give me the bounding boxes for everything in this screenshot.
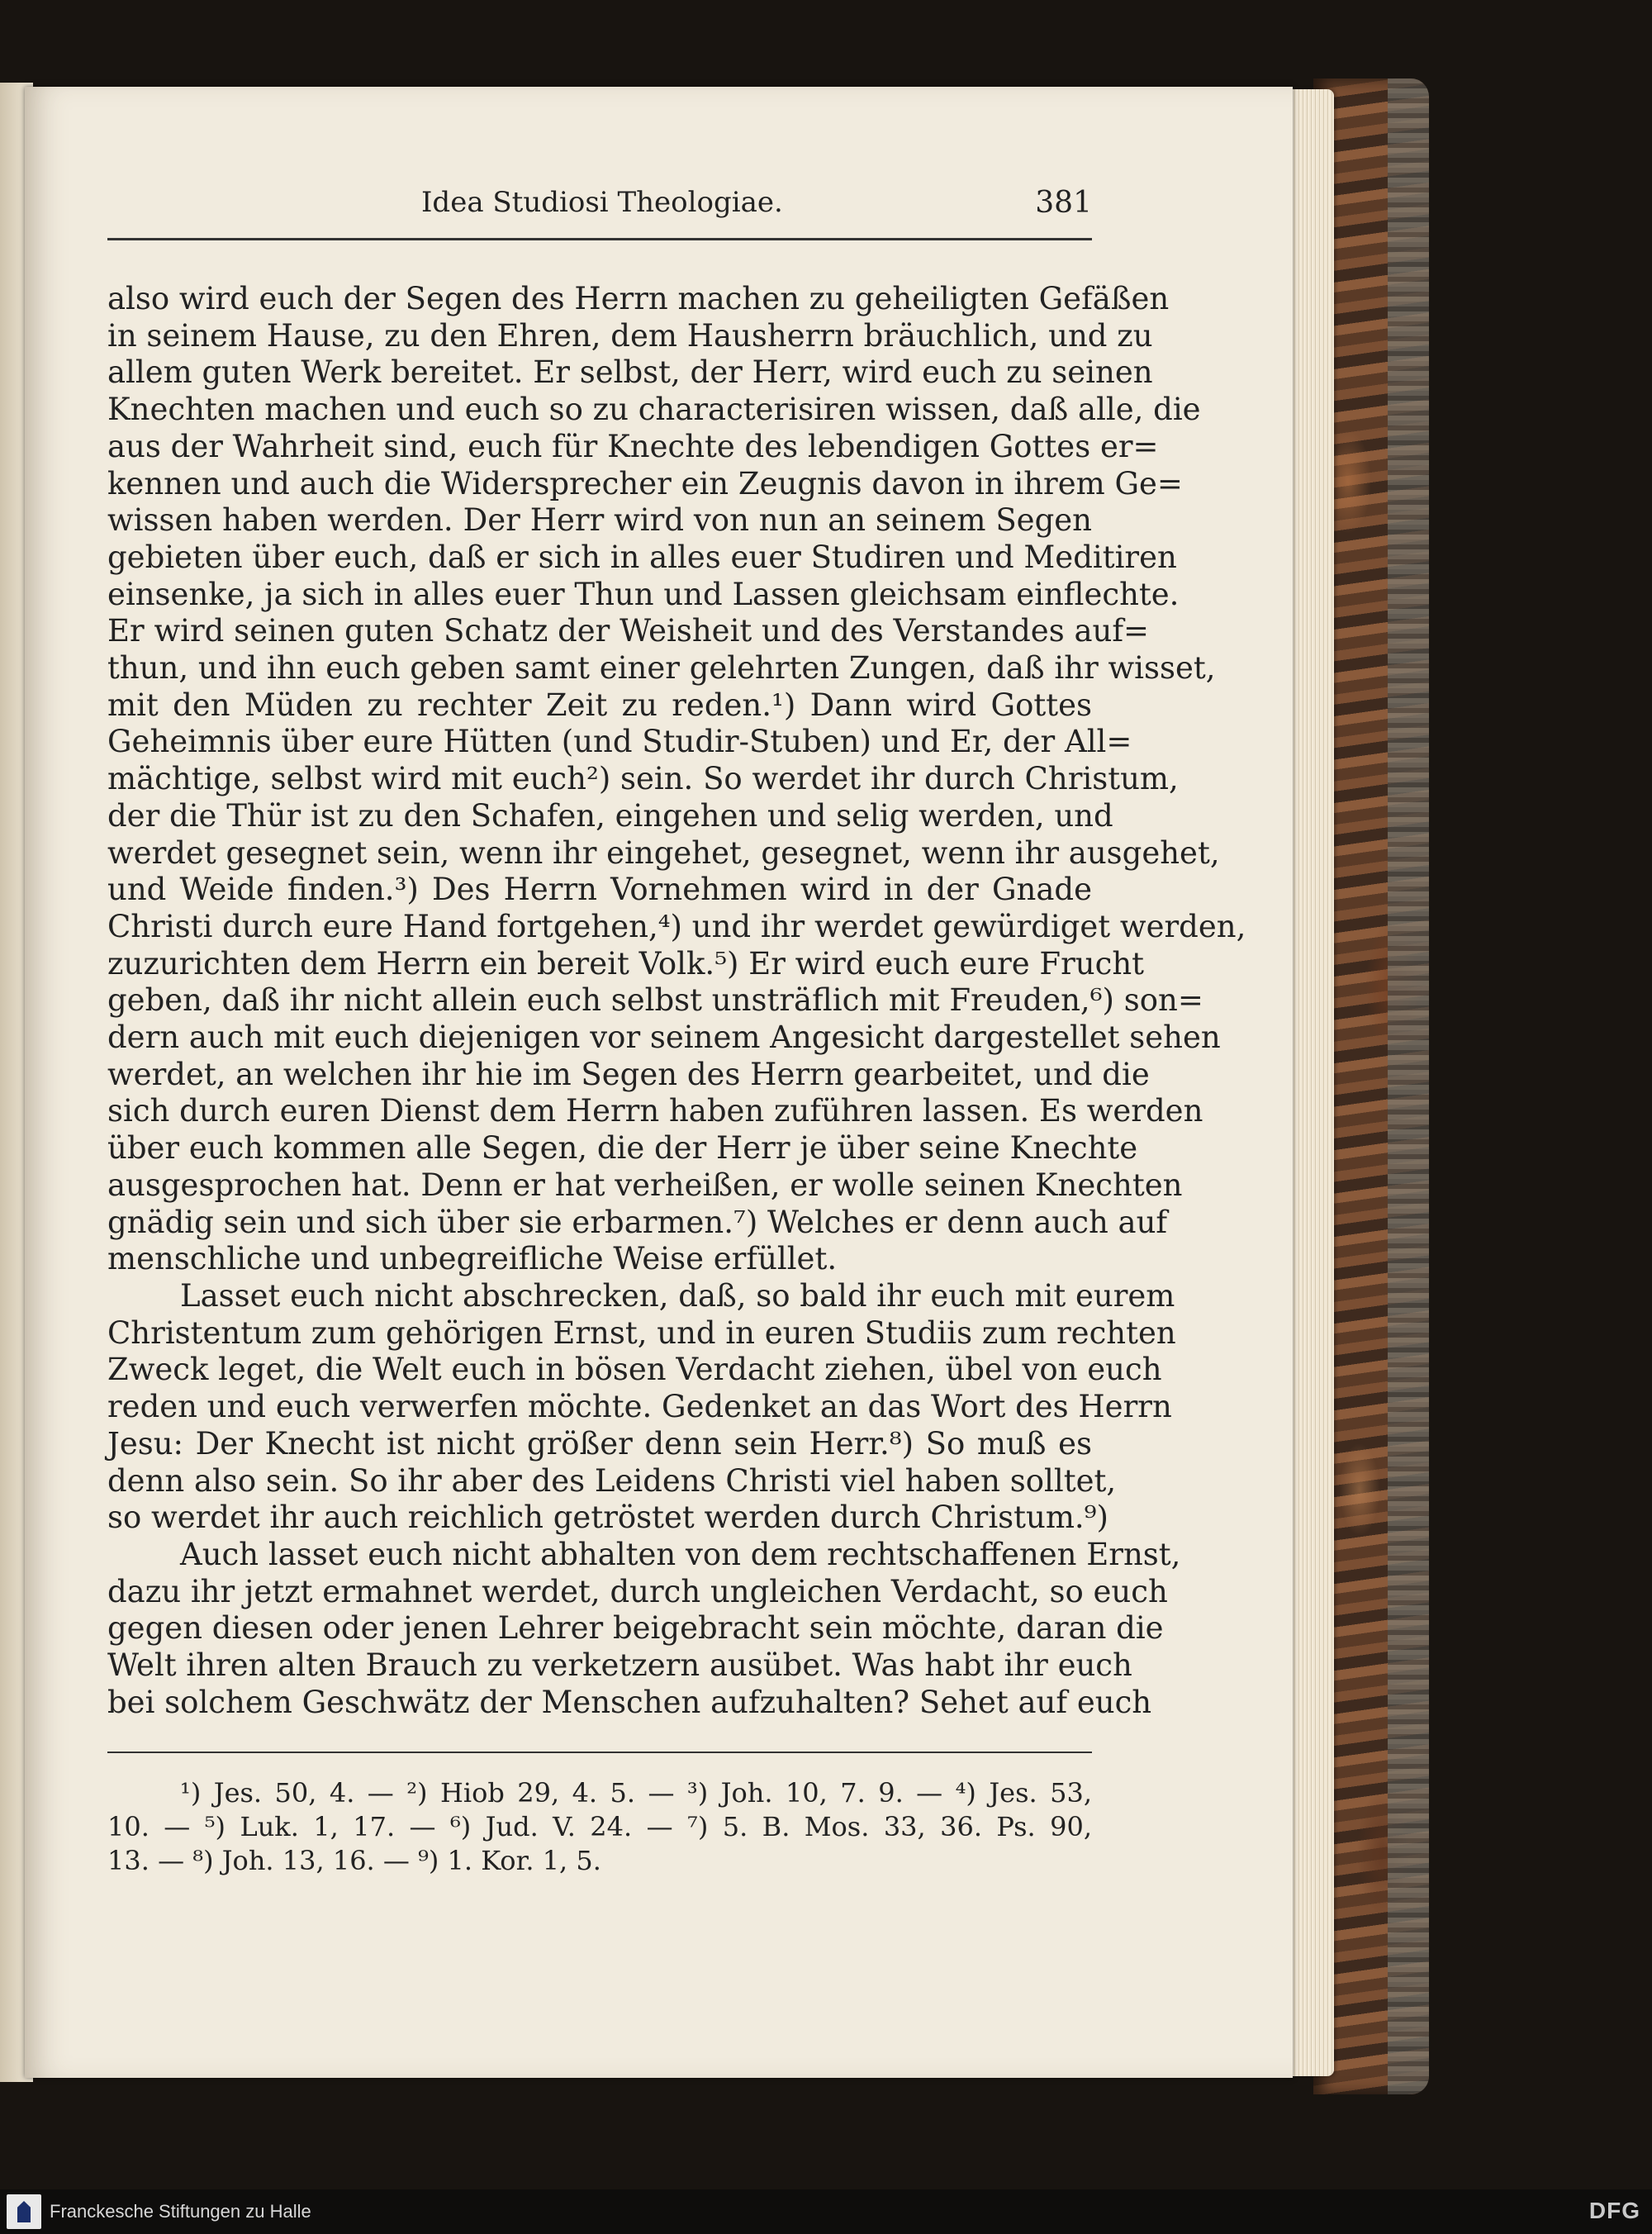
- text-line: sich durch euren Dienst dem Herrn haben zuführen lassen. Es werden: [107, 1093, 1203, 1129]
- text-line: thun, und ihn euch geben samt einer gelehrten Zungen, daß ihr wisset,: [107, 650, 1216, 687]
- text-line: dazu ihr jetzt ermahnet werdet, durch ungleichen Verdacht, so euch: [107, 1573, 1168, 1609]
- running-title: Idea Studiosi Theologiae.: [421, 186, 783, 219]
- paragraph: [107, 1277, 1176, 1537]
- running-header: [107, 186, 1092, 222]
- text-line: gebieten über euch, daß er sich in alles euer Studiren und Meditiren: [107, 539, 1177, 575]
- text-line: denn also sein. So ihr aber des Leidens Christi viel haben solltet,: [107, 1462, 1117, 1499]
- body-text: [107, 281, 1246, 1721]
- header-rule: [107, 238, 1092, 240]
- footnote-line: ¹) Jes. 50, 4. — ²) Hiob 29, 4. 5. — ³) Joh. 10, 7. 9. — ⁴) Jes. 53,: [180, 1777, 1092, 1809]
- text-line: Auch lasset euch nicht abhalten von dem rechtschaffenen Ernst,: [180, 1536, 1181, 1572]
- text-line: aus der Wahrheit sind, euch für Knechte des lebendigen Gottes er=: [107, 428, 1159, 464]
- text-line: Welt ihren alten Brauch zu verketzern ausübet. Was habt ihr euch: [107, 1647, 1132, 1684]
- text-line: Knechten machen und euch so zu characterisiren wissen, daß alle, die: [107, 392, 1201, 428]
- text-line: Christi durch eure Hand fortgehen,⁴) und ihr werdet gewürdiget werden,: [107, 908, 1246, 944]
- text-line: bei solchem Geschwätz der Menschen aufzuhalten? Sehet auf euch: [107, 1684, 1152, 1720]
- text-line: menschliche und unbegreifliche Weise erfüllet.: [107, 1241, 838, 1277]
- text-line: kennen und auch die Widersprecher ein Zeugnis davon in ihrem Ge=: [107, 465, 1183, 501]
- text-line: ausgesprochen hat. Denn er hat verheißen, er wolle seinen Knechten: [107, 1167, 1183, 1203]
- text-line: mächtige, selbst wird mit euch²) sein. So werdet ihr durch Christum,: [107, 761, 1179, 797]
- text-line: allem guten Werk bereitet. Er selbst, der Herr, wird euch zu seinen: [107, 354, 1153, 391]
- cover-spine-edge: [1388, 78, 1429, 2094]
- page-number: 381: [1035, 186, 1092, 220]
- footnotes: [107, 1776, 1092, 1878]
- text-line: werdet gesegnet sein, wenn ihr eingehet, gesegnet, wenn ihr ausgehet,: [107, 834, 1220, 871]
- paragraph: [107, 281, 1246, 1278]
- text-line: geben, daß ihr nicht allein euch selbst unsträflich mit Freuden,⁶) son=: [107, 982, 1203, 1019]
- text-line: Geheimnis über eure Hütten (und Studir-Stuben) und Er, der All=: [107, 724, 1132, 760]
- text-line: Er wird seinen guten Schatz der Weisheit und des Verstandes auf=: [107, 613, 1150, 649]
- text-line: mit den Müden zu rechter Zeit zu reden.¹) Dann wird Gottes: [107, 687, 1092, 723]
- footnote-rule: [107, 1752, 1092, 1753]
- text-line: wissen haben werden. Der Herr wird von nun an seinem Segen: [107, 502, 1092, 539]
- owner-label: Franckesche Stiftungen zu Halle: [50, 2201, 311, 2222]
- text-line: so werdet ihr auch reichlich getröstet werden durch Christum.⁹): [107, 1500, 1108, 1536]
- text-line: Zweck leget, die Welt euch in bösen Verdacht ziehen, übel von euch: [107, 1352, 1162, 1388]
- footnote-line: 13. — ⁸) Joh. 13, 16. — ⁹) 1. Kor. 1, 5.: [107, 1845, 601, 1876]
- text-line: werdet, an welchen ihr hie im Segen des Herrn gearbeitet, und die: [107, 1056, 1150, 1092]
- footnote-line: 10. — ⁵) Luk. 1, 17. — ⁶) Jud. V. 24. — ⁷) 5. B. Mos. 33, 36. Ps. 90,: [107, 1811, 1092, 1842]
- text-line: einsenke, ja sich in alles euer Thun und Lassen gleichsam einflechte.: [107, 576, 1180, 612]
- text-line: also wird euch der Segen des Herrn machen zu geheiligten Gefäßen: [107, 281, 1170, 316]
- paragraph: [107, 1536, 1181, 1722]
- text-line: gegen diesen oder jenen Lehrer beigebracht sein möchte, daran die: [107, 1610, 1164, 1647]
- text-line: Christentum zum gehörigen Ernst, und in euren Studiis zum rechten: [107, 1314, 1176, 1351]
- text-line: und Weide finden.³) Des Herrn Vornehmen wird in der Gnade: [107, 872, 1092, 908]
- text-line: in seinem Hause, zu den Ehren, dem Hausherrn bräuchlich, und zu: [107, 317, 1153, 354]
- francke-foundation-logo-icon: [7, 2194, 41, 2229]
- viewer-footer-bar: [0, 2189, 1652, 2234]
- text-line: reden und euch verwerfen möchte. Gedenket an das Wort des Herrn: [107, 1389, 1172, 1425]
- text-line: dern auch mit euch diejenigen vor seinem Angesicht dargestellet sehen: [107, 1020, 1221, 1056]
- text-line: der die Thür ist zu den Schafen, eingehen und selig werden, und: [107, 797, 1113, 834]
- text-line: Jesu: Der Knecht ist nicht größer denn sein Herr.⁸) So muß es: [107, 1425, 1092, 1462]
- text-line: gnädig sein und sich über sie erbarmen.⁷) Welches er denn auch auf: [107, 1204, 1168, 1240]
- text-line: Lasset euch nicht abschrecken, daß, so bald ihr euch mit eurem: [180, 1277, 1175, 1314]
- text-line: über euch kommen alle Segen, die der Herr je über seine Knechte: [107, 1130, 1138, 1167]
- text-line: zuzurichten dem Herrn ein bereit Volk.⁵) Er wird euch eure Frucht: [107, 945, 1145, 982]
- dfg-logo: DFG: [1588, 2198, 1640, 2223]
